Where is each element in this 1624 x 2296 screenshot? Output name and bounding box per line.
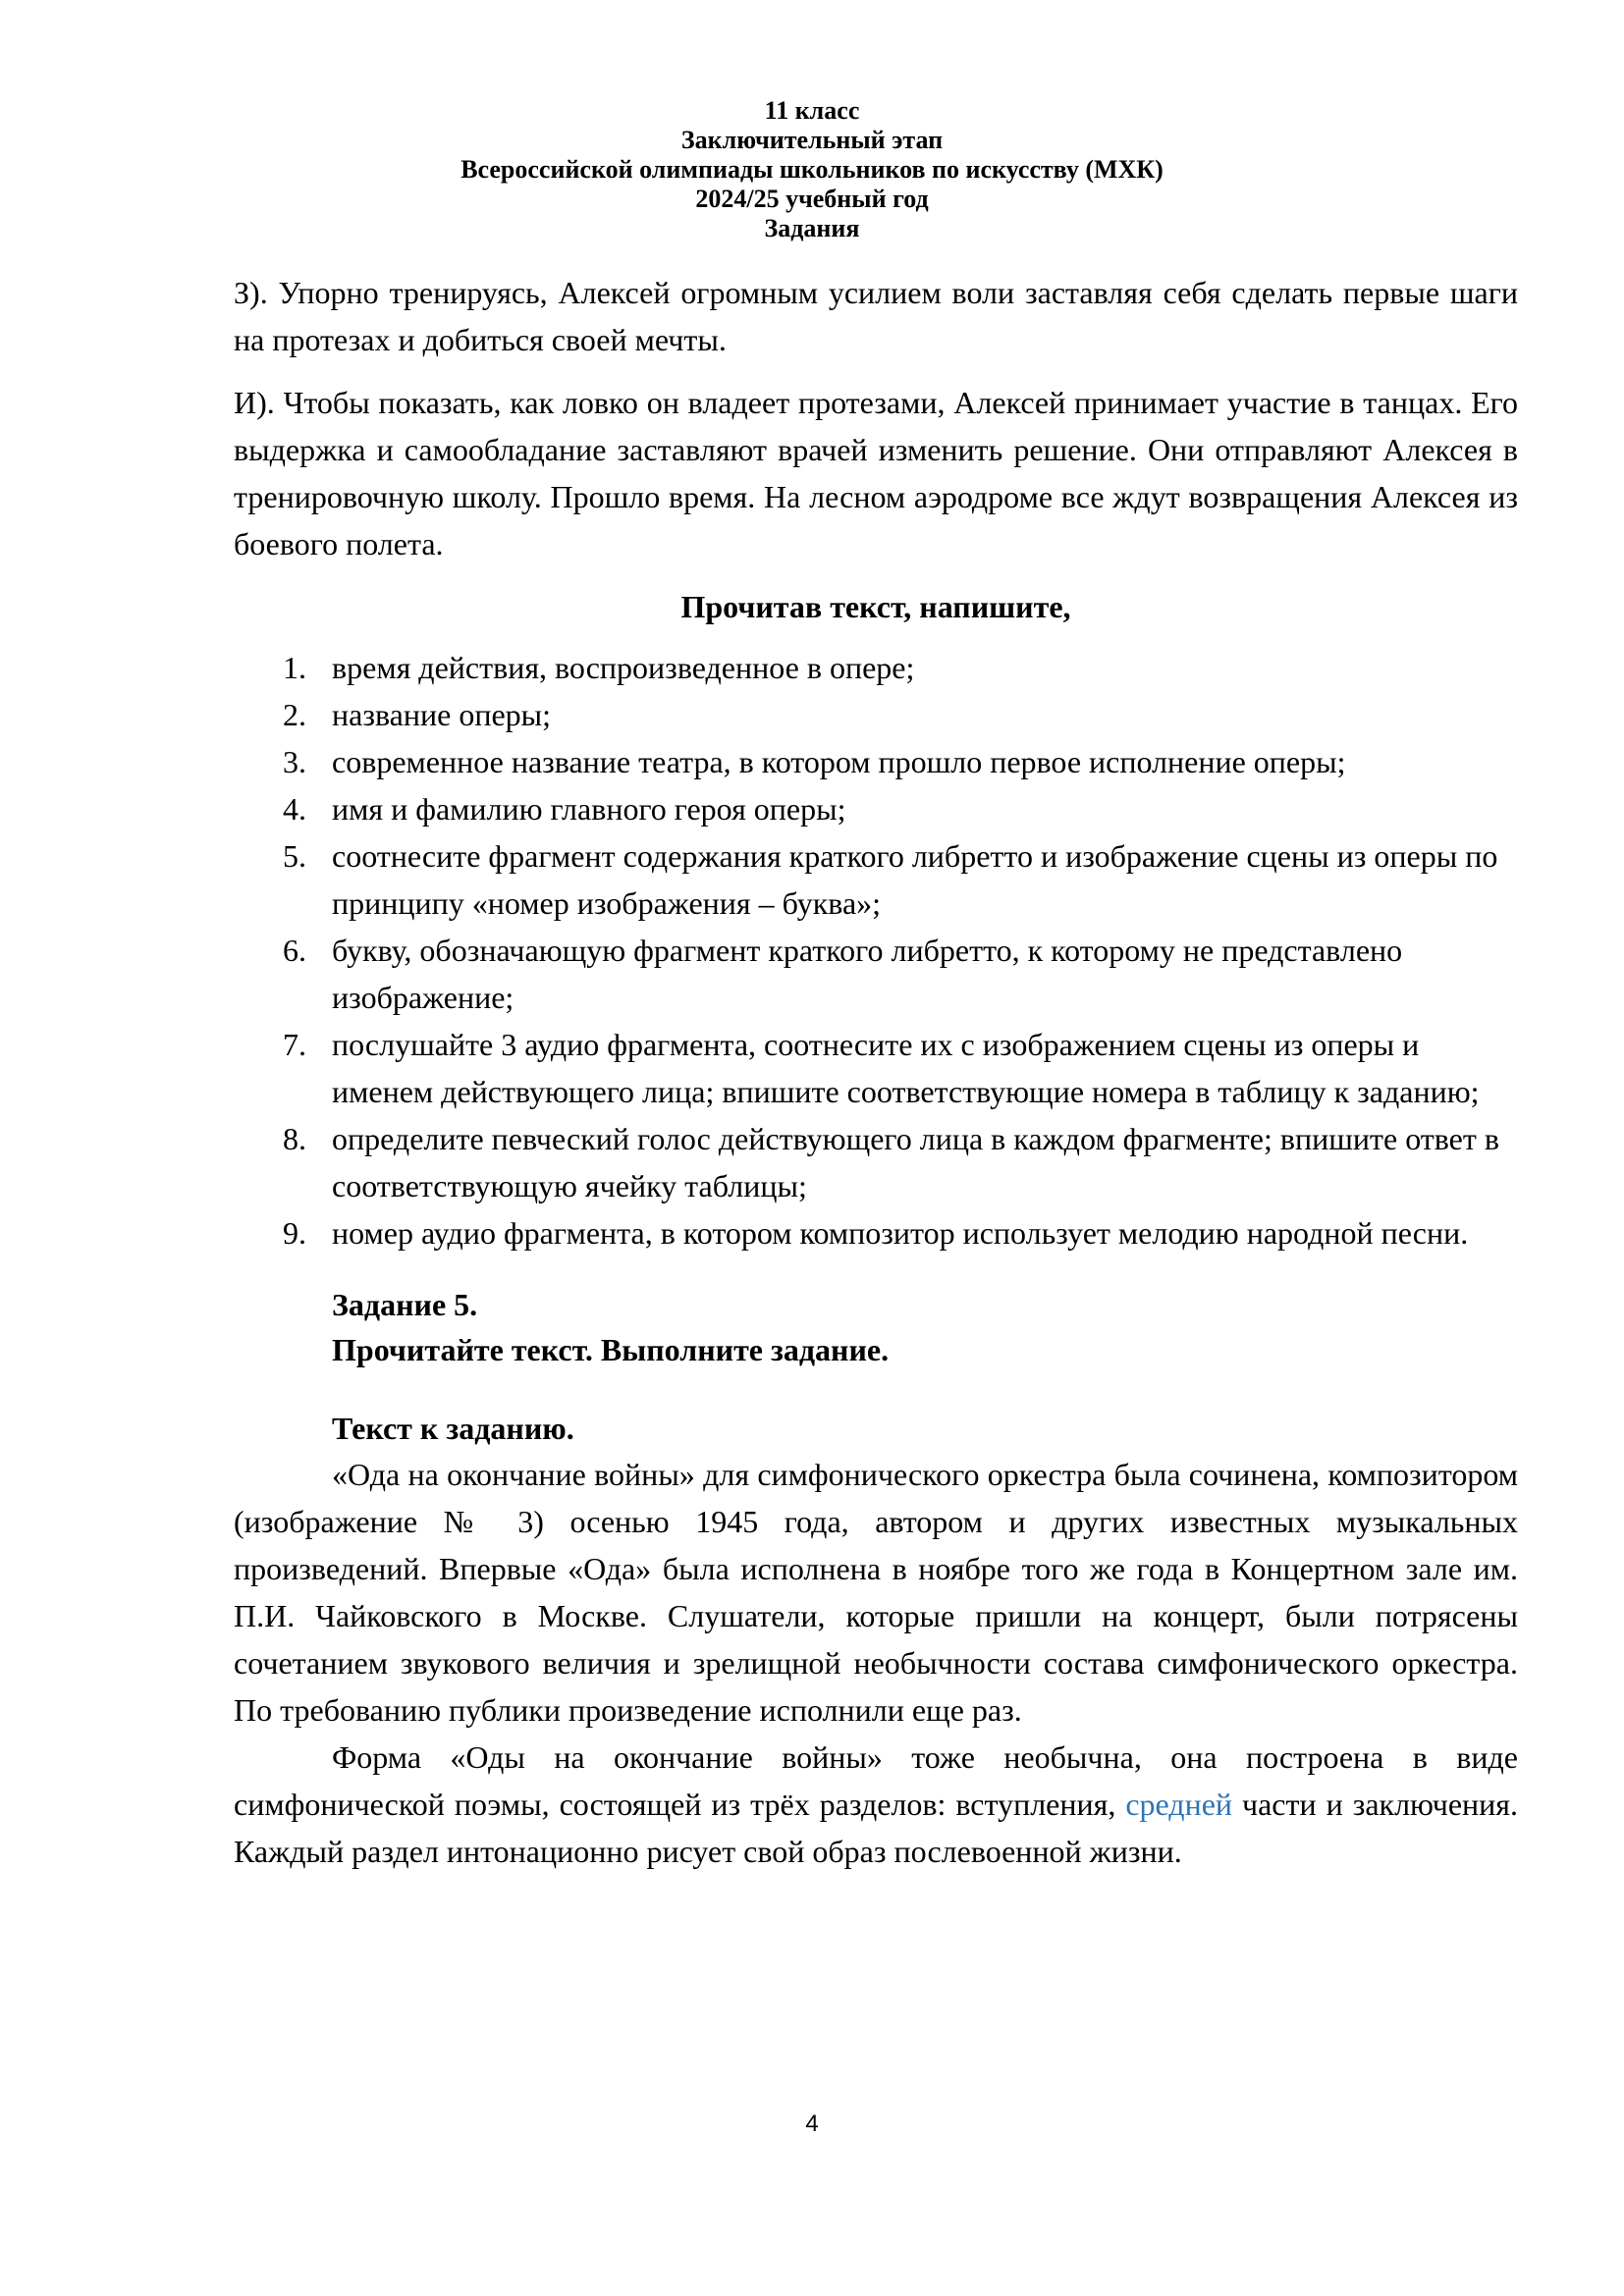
task5-text-heading: Текст к заданию. <box>332 1411 574 1446</box>
task-item <box>234 738 1518 785</box>
task-text: соотнесите фрагмент содержания краткого либретто и изображение сцены из оперы по принципу «номер изображения – буква»; <box>332 838 1498 921</box>
task-number: 6. <box>283 933 306 968</box>
page-number: 4 <box>805 2110 819 2137</box>
task-text: современное название театра, в котором прошло первое исполнение оперы; <box>332 744 1346 779</box>
paragraph-text: Форма «Оды на окончание войны» тоже необычна, она построена в виде симфонической поэмы, состоящей из трёх разделов: вступления, <box>234 1739 1518 1822</box>
libretto-section <box>234 269 1518 1875</box>
task-number: 8. <box>283 1121 306 1156</box>
task-item <box>234 691 1518 738</box>
task-list <box>234 644 1518 1256</box>
task-text: послушайте 3 аудио фрагмента, соотнесите их с изображением сцены из оперы и именем действующего лица; впишите соответствующие номера в таблицу к заданию; <box>332 1027 1480 1109</box>
paragraph-text: части и заключения. Каждый раздел интонационно рисует свой образ послевоенной жизни. <box>234 1787 1519 1869</box>
header-tasks: Задания <box>764 214 860 242</box>
task-item <box>234 1209 1518 1256</box>
header-year: 2024/25 учебный год <box>695 185 929 213</box>
task-number: 9. <box>283 1215 306 1251</box>
instructions-heading: Прочитав текст, напишите, <box>680 589 1071 624</box>
task5-title: Задание 5. <box>332 1287 478 1322</box>
task-item <box>234 927 1518 1021</box>
task-item <box>234 785 1518 832</box>
task5-subtitle: Прочитайте текст. Выполните задание. <box>332 1332 890 1367</box>
task5-heading-block <box>234 1282 1518 1451</box>
task5-paragraph-2 <box>234 1734 1518 1875</box>
task-text: имя и фамилию главного героя оперы; <box>332 791 846 827</box>
task-text: номер аудио фрагмента, в котором композитор использует мелодию народной песни. <box>332 1215 1469 1251</box>
task-item <box>234 1021 1518 1115</box>
task-number: 7. <box>283 1027 306 1062</box>
task-text: определите певческий голос действующего лица в каждом фрагменте; впишите ответ в соответствующую ячейку таблицы; <box>332 1121 1499 1203</box>
header-stage: Заключительный этап <box>680 126 944 154</box>
task-number: 2. <box>283 697 306 732</box>
header-grade: 11 класс <box>764 96 860 125</box>
task-number: 3. <box>283 744 306 779</box>
task-item <box>234 644 1518 691</box>
link-srednei[interactable]: средней <box>1125 1787 1233 1822</box>
task-text: букву, обозначающую фрагмент краткого либретто, к которому не представлено изображение; <box>332 933 1403 1015</box>
libretto-fragment-i: И). Чтобы показать, как ловко он владеет протезами, Алексей принимает участие в танцах. Его выдержка и самообладание заставляют врачей изменить решение. Они отправляют Алексея в тренировочную школу. Прошло время. На лесном аэродроме все ждут возвращения Алексея из боевого полета. <box>234 385 1518 561</box>
page-header <box>0 96 1624 243</box>
task-number: 1. <box>283 650 306 685</box>
task-item <box>234 1115 1518 1209</box>
task5-paragraph-1: «Ода на окончание войны» для симфонического оркестра была сочинена, композитором (изображение № 3) осенью 1945 года, автором и других известных музыкальных произведений. Впервые «Ода» была исполнена в ноябре того же года в Концертном зале им. П.И. Чайковского в Москве. Слушатели, которые пришли на концерт, были потрясены сочетанием звукового величия и зрелищной необычности состава симфонического оркестра. По требованию публики произведение исполнили еще раз. <box>234 1457 1518 1728</box>
task-item <box>234 832 1518 927</box>
task-text: название оперы; <box>332 697 552 732</box>
task-text: время действия, воспроизведенное в опере; <box>332 650 915 685</box>
task-number: 5. <box>283 838 306 874</box>
header-olympiad: Всероссийской олимпиады школьников по искусству (МХК) <box>460 155 1164 184</box>
task-number: 4. <box>283 791 306 827</box>
libretto-fragment-z: З). Упорно тренируясь, Алексей огромным усилием воли заставляя себя сделать первые шаги на протезах и добиться своей мечты. <box>234 275 1518 357</box>
